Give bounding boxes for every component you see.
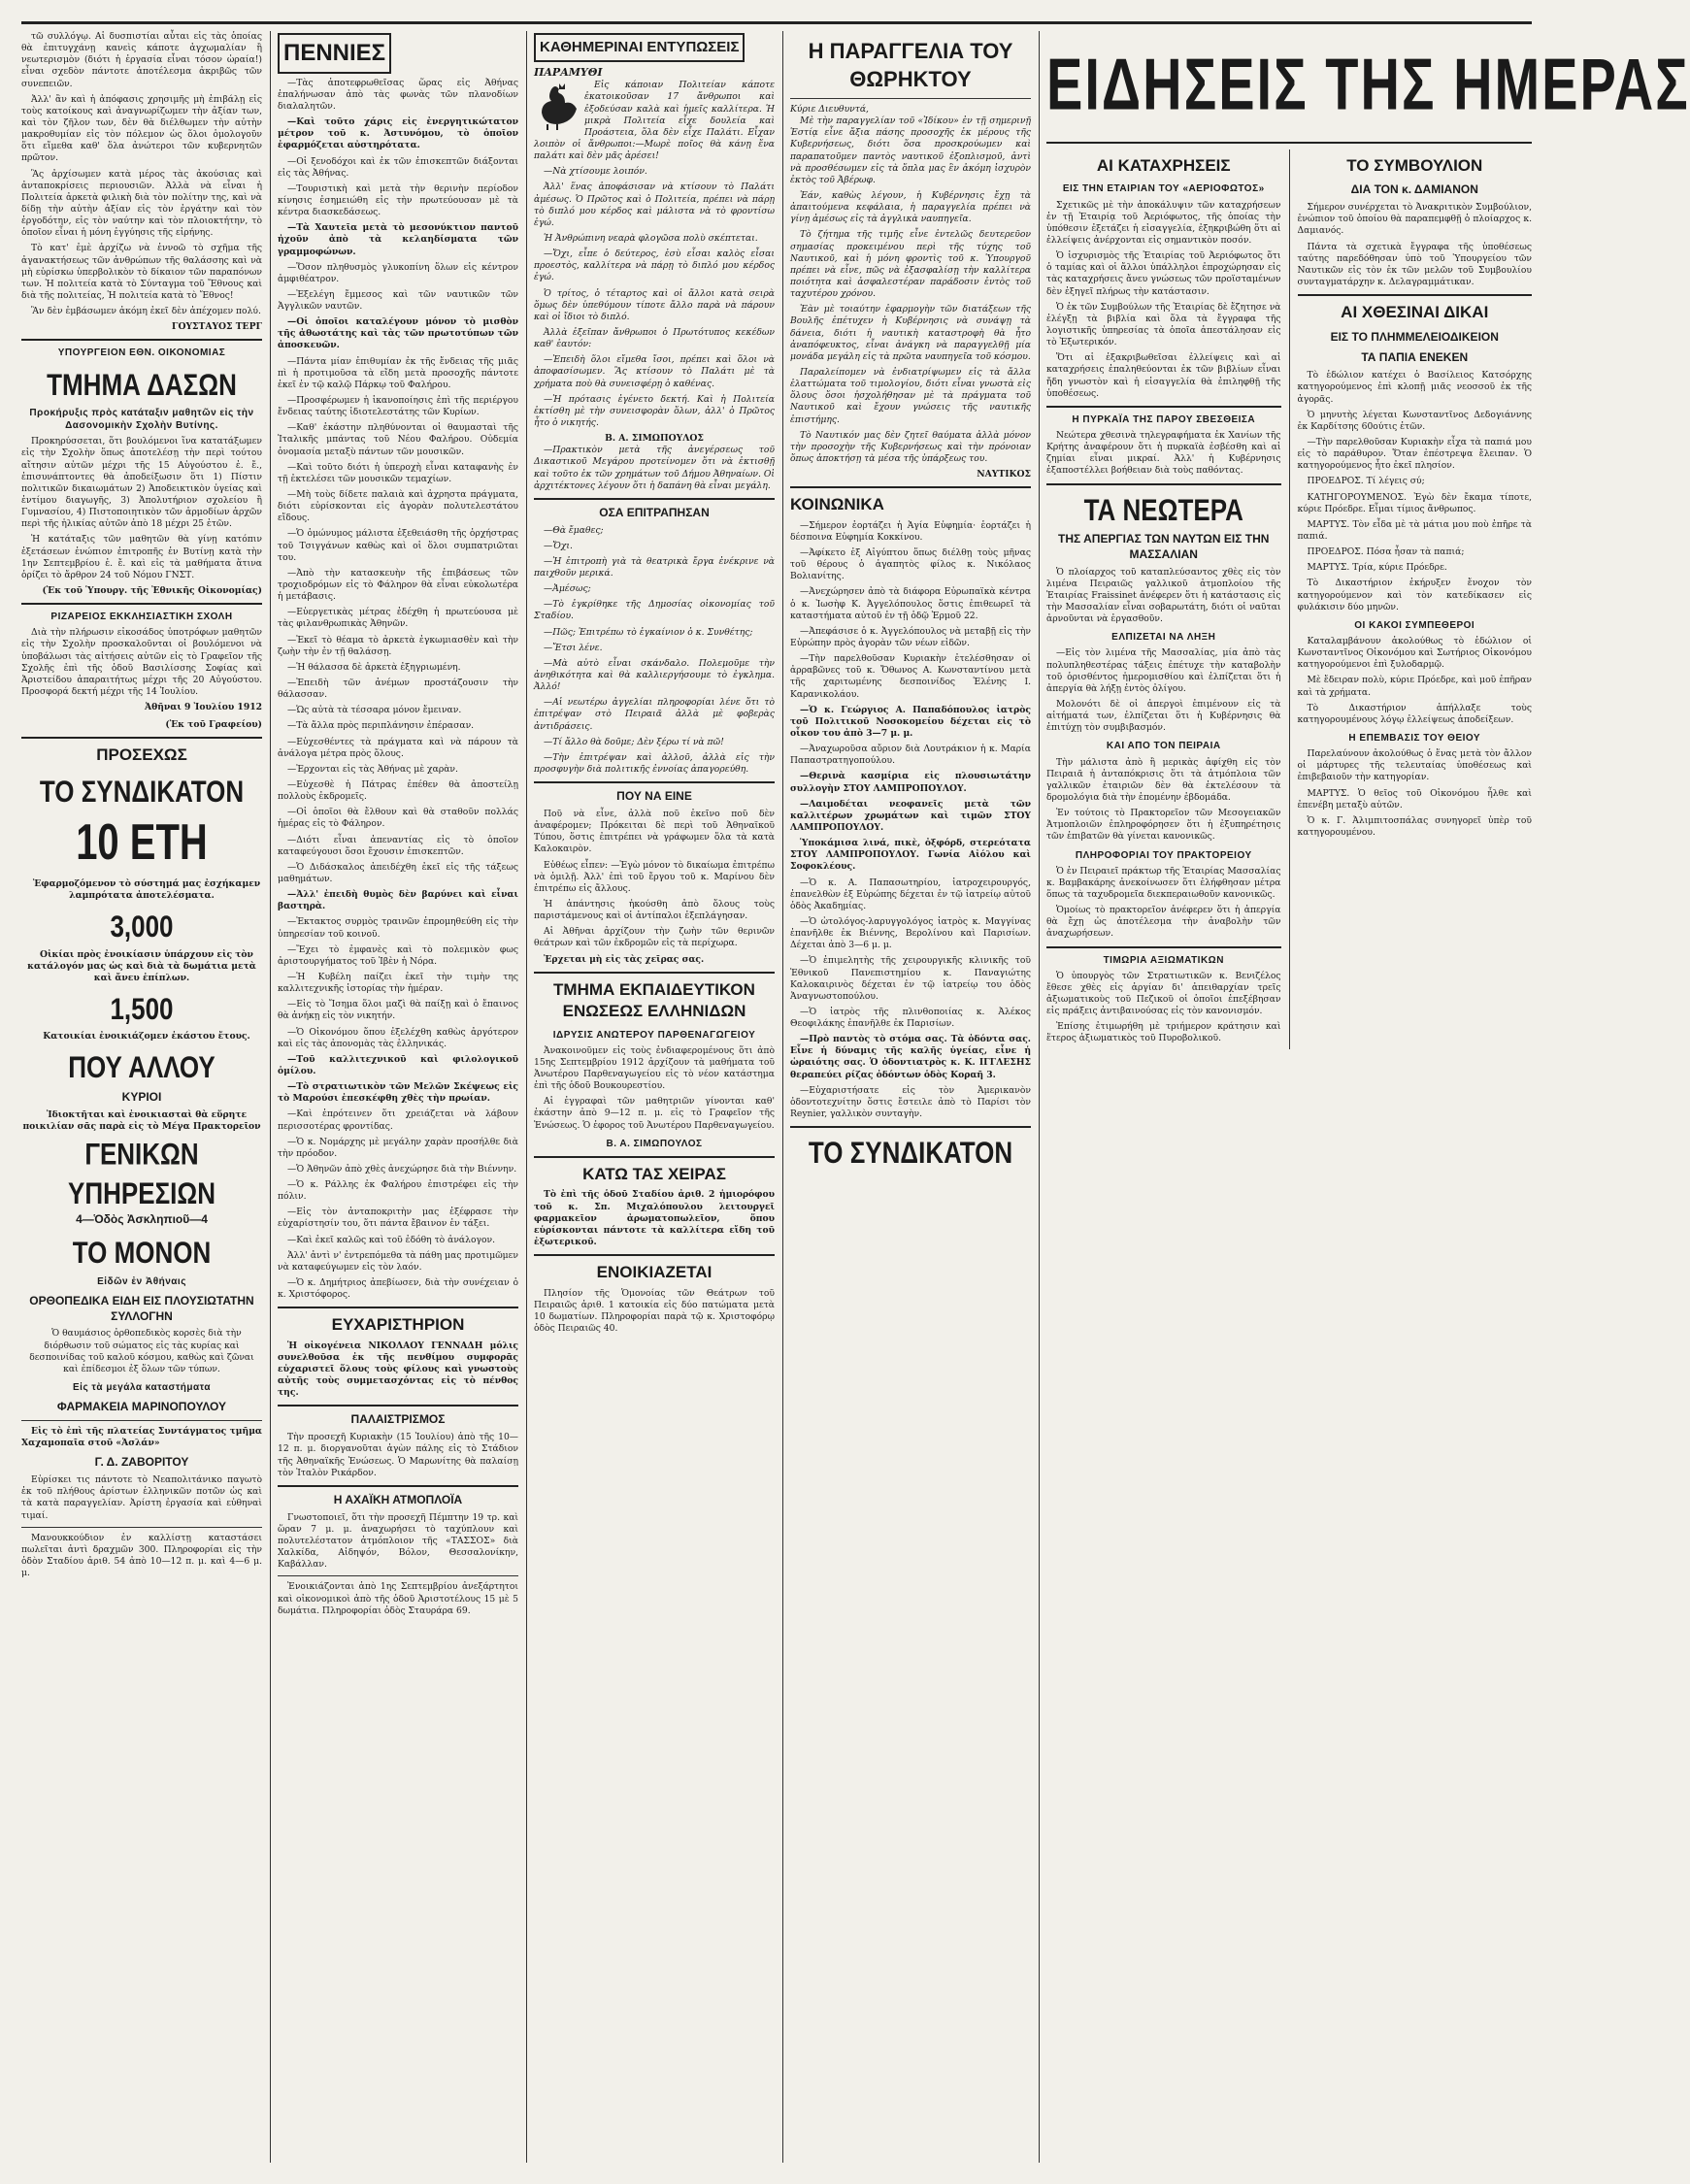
ad-heading: 10 ΕΤΗ — [76, 814, 208, 871]
article-text: —Θὰ ἔμαθες; — [544, 524, 604, 536]
ad-heading: ΚΥΡΙΟΙ — [121, 1089, 162, 1104]
ad-heading: Γ. Δ. ΖΑΒΟΡΙΤΟΥ — [94, 1455, 189, 1470]
article-text: —Ἀνεχώρησεν ἀπὸ τὰ διάφορα Εὐρωπαϊκὰ κέντρα ὁ κ. Ἰωσὴφ Κ. Ἀγγελόπουλος ὅστις ἐπιθεωρεῖ τὰ καταστήματα αὐτοῦ ἐν τῇ ὁδῷ Ἑρμοῦ 22. — [790, 586, 1031, 621]
section-heading: ΤΜΗΜΑ ΔΑΣΩΝ — [47, 366, 237, 402]
section-heading: ΤΜΗΜΑ ΕΚΠΑΙΔΕΥΤΙΚΟΝ ΕΝΩΣΕΩΣ ΕΛΛΗΝΙΔΩΝ — [553, 979, 755, 1021]
article-date: Ἀθῆναι 9 Ἰουλίου 1912 — [144, 702, 262, 713]
news-of-the-day-section — [1046, 31, 1690, 2163]
article-signature: (Ἐκ τοῦ Ὑπουργ. τῆς Ἐθνικῆς Οἰκονομίας) — [42, 584, 262, 596]
ad-number: 3,000 — [110, 909, 174, 944]
article-text: —Ὁ κ. Δημήτριος ἀπεβίωσεν, διὰ τὴν συνέχειαν ὁ κ. Χριστόφορος. — [278, 1277, 518, 1301]
section-heading: ΠΑΛΑΙΣΤΡΙΣΜΟΣ — [350, 1412, 446, 1427]
article-text: —Εἰς τὸν λιμένα τῆς Μασσαλίας, μία ἀπὸ τὰς πολυπληθεστέρας τάξεις ἐπέτυχε τὴν καταβολὴν τοῦ ὁρισθέντος ἡμερομισθίου καὶ ἐλπίζεται ὅτι ἡ ἀπεργία θὰ λήξῃ ἐντὸς ὀλίγου. — [1046, 647, 1281, 694]
article-text: Ἐὰν μὲ τοιαύτην ἐφαρμογὴν τῶν διατάξεων τῆς Βουλῆς ἐπέτυχεν ἡ Κυβέρνησις νὰ συνάψῃ τὰ δάνεια, διότι ἡ ναυτικὴ καταστροφὴ θὰ ἦτο ἀναπόφευκτος, εἶναι ἀνάγκη νὰ παραγγελθῇ μία μονάδα μεγάλη εἰς τὰ πρῶτα ναυπηγεῖα τοῦ κόσμου. — [790, 304, 1031, 362]
article-text: —Ὅσον πληθυσμὸς γλυκοπίνη ὅλων εἰς κέντρον ἀμφιθέατρον. — [278, 261, 518, 284]
article-text: —Πρακτικὸν μετὰ τῆς ἀνεγέρσεως τοῦ Δικαστικοῦ Μεγάρου προτείνομεν ὅτι νὰ ἐκτισθῇ καὶ τοῦτο ἐκ τῶν χρημάτων τοῦ Δήμου Ἀθηναίων. Οἱ ἀρχιτέκτονες λέγουν ὅτι ἡ δαπάνη θὰ εἶναι μεγάλη. — [534, 445, 775, 491]
article-text: Ὁ τρίτος, ὁ τέταρτος καὶ οἱ ἄλλοι κατὰ σειρὰ ὅμως δὲν ὑπεθύμουν τίποτε ἄλλο παρὰ νὰ πάρουν καὶ οἱ ἴδιοι τὸ διπλό. — [534, 287, 775, 322]
article-text: —Ἐρχονται εἰς τὰς Ἀθήνας μὲ χαρὰν. — [287, 763, 458, 775]
article-text: —Νὰ χτίσουμε λοιπόν. — [544, 166, 647, 178]
article-text: Ἡ κατάταξις τῶν μαθητῶν θὰ γίνῃ κατόπιν ἐξετάσεων ἐνώπιον ἐπιτροπῆς ἐν Βυτίνῃ κατὰ τὴν 1ην Σεπτεμβρίου ἐ. ἔ. καὶ εἰς τὰ μαθήματα ἅτινα ὁρίζει τὸ ἄρθρον 24 τοῦ Νόμου ΓΝΣΤ. — [21, 534, 262, 580]
article-text: —Ἀλλ' ἐπειδὴ θυμὸς δὲν βαρύνει καὶ εἶναι βαστηρὰ. — [278, 889, 518, 912]
article-text: Ὁ πλοίαρχος τοῦ καταπλεύσαντος χθὲς εἰς τὸν λιμένα Πειραιῶς γαλλικοῦ ἀτμοπλοίου τῆς Ἑταιρίας Fraissinet ἀνέφερεν ὅτι ἡ κατάστασις εἰς τὴν Μασσαλίαν εἶναι σοβαρωτάτη, διότι οἱ ναῦται ἀρνοῦνται νὰ ἐργασθοῦν. — [1046, 566, 1281, 625]
article-text: Ἐρχεται μὴ εἰς τὰς χεῖρας σας. — [544, 953, 705, 965]
article-text: ΠΡΟΕΔΡΟΣ. Τί λέγεις σύ; — [1307, 476, 1425, 487]
article-text: Ἡ οἰκογένεια ΝΙΚΟΛΑΟΥ ΓΕΝΝΑΔΗ μόλις συνελθοῦσα ἐκ τῆς πενθίμου συμφορᾶς εὐχαριστεῖ ὅλους τοὺς φίλους καὶ γνωστοὺς αὐτῆς τοὺς συμμετασχόντας εἰς τὸ πένθος της. — [278, 1340, 518, 1399]
section-heading: ΤΟ ΣΥΜΒΟΥΛΙΟΝ — [1346, 155, 1483, 175]
article-text: Σχετικῶς μὲ τὴν ἀποκάλυψιν τῶν καταχρήσεων ἐν τῇ Ἑταιρίᾳ τοῦ Ἀεριόφωτος, τῆς ὁποίας τὴν ὑπόθεσιν ἐξετάζει ἡ εἰσαγγελία, ἐξηκριβώθη ὅτι αἱ ἐλλείψεις ἀνέρχονται εἰς σημαντικὸν ποσόν. — [1046, 199, 1281, 246]
section-heading: ΕΝΟΙΚΙΑΖΕΤΑΙ — [596, 1263, 712, 1282]
article-text: —Ὁ ἰατρὸς τῆς πλινθοποιίας κ. Ἀλέκος Θεοφιλάκης ἐπανῆλθε ἐκ Παρισίων. — [790, 1006, 1031, 1030]
article-signature: (Ἐκ τοῦ Γραφείου) — [165, 719, 262, 731]
article-text: —Ὁ Διδάσκαλος ἀπειδέχθη ἐκεῖ εἰς τῆς τάξεως μαθημάτων. — [278, 861, 518, 884]
section-subheading: ΙΔΡΥΣΙΣ ΑΝΩΤΕΡΟΥ ΠΑΡΘΕΝΑΓΩΓΕΙΟΥ — [552, 1029, 756, 1041]
ad-text: Μανουκκούδιον ἐν καλλίστῃ καταστάσει πωλεῖται ἀντὶ δραχμῶν 300. Πληροφορίαι εἰς τὴν ὁδὸν Σταδίου ἀριθ. 54 ἀπὸ 10—12 π. μ. καὶ 4—6 μ. μ. — [21, 1532, 262, 1579]
article-text: —Οἱ ὁποῖοι θὰ ἔλθουν καὶ θὰ σταθοῦν πολλάς ἡμέρας εἰς τὸ Φάληρον. — [278, 807, 518, 830]
article-text: Ἐπίσης ἐτιμωρήθη μὲ τριήμερον κράτησιν καὶ ἕτερος ἀξιωματικὸς τοῦ Πυροβολικοῦ. — [1046, 1021, 1281, 1044]
section-subheading: ΚΑΙ ΑΠΟ ΤΟΝ ΠΕΙΡΑΙΑ — [1106, 741, 1221, 752]
section-subheading: ΟΙ ΚΑΚΟΙ ΣΥΜΠΕΘΕΡΟΙ — [1354, 619, 1475, 631]
article-text: τῶ συλλόγῳ. Αἱ δυσπιστίαι αὗται εἰς τὰς ὁποίας θὰ ἐπιτυγχάνῃ κανεὶς κάποτε ἀγχωμαλίαν ἢ νεωτερισμὸν (διότι ἡ ἐργασία εἶναι τόσον ὡραία!) εἶναι σχεδὸν πάντοτε ἀποτέλεσμα ἀκριβῶς τῶν συνεπειῶν. — [21, 31, 262, 89]
article-text: —Ἀπὸ τὴν κατασκευὴν τῆς ἐπιβάσεως τῶν τροχιοδρόμων εἰς τὸ Φάληρον θὰ εἶναι εὐκολωτέρα ἡ μετάβασις. — [278, 567, 518, 603]
section-heading: Η ΠΥΡΚΑΪΑ ΤΗΣ ΠΑΡΟΥ ΣΒΕΣΘΕΙΣΑ — [1072, 414, 1256, 425]
ad-text: Εὑρίσκει τις πάντοτε τὸ Νεαπολιτάνικο παγωτὸ ἐκ τοῦ πλήθους ἀρίστων ἑλληνικῶν ποτῶν ὡς καὶ τὰ κατὰ παραγγελίαν. Ἀρίστη ἐργασία καὶ εὐθηναὶ τιμαί. — [21, 1474, 262, 1521]
article-text: —Ὁ Ἀθηνῶν ἀπὸ χθὲς ἀνεχώρησε διὰ τὴν Βιέννην. — [287, 1163, 517, 1175]
letter-salutation: Κύριε Διευθυντά, — [790, 104, 869, 116]
article-text: Σήμερον συνέρχεται τὸ Ἀνακριτικὸν Συμβούλιον, ἐνώπιον τοῦ ὁποίου θὰ παραπεμφθῇ ὁ πλοίαρχος κ. Δαμιανός. — [1297, 202, 1532, 237]
article-text: Ἀλλ' ἂν καὶ ἡ ἀπόφασις χρησιμῆς μὴ ἐπιβάλῃ εἰς τοὺς κατοίκους καὶ ἀναγνωρίζωμεν τὴν ἀξίαν των, καὶ τὸν ζῆλον των, δὲν θὰ διέλθωμεν τὴν αὐτὴν μακροθυμίαν εἰς τὸν πόλεμον ὡς ὅλοι ὁμολογοῦν ὅτι εἴμεθα καθ' ὅλα ἀνώτεροι τῶν κυβερνητῶν πρῶτον. — [21, 93, 262, 164]
article-text: —Τὴν παρελθοῦσαν Κυριακὴν εἶχα τὰ παπιά μου εἰς τὸ παράθυρον. Ὅταν ἐπέστρεψα ἔλειπαν. Ὁ κατηγορούμενος ἦτο ἐκεῖ πλησίον. — [1297, 436, 1532, 472]
article-text: —Ὁ Οἰκονόμου ὅπου ἐξελέχθη καθὼς ἀργότερον καὶ εἰς τὰς ἀπονομὰς τὰς ἑλληνικάς. — [278, 1026, 518, 1049]
article-text: Τὸ ζήτημα τῆς τιμῆς εἶνε ἐντελῶς δευτερεῦον σημασίας προκειμένου περὶ τῆς τύχης τοῦ Ναυτικοῦ, καὶ ἡ μόνη φροντὶς τοῦ κ. Ὑπουργοῦ πρέπει νὰ εἶνε, πῶς νὰ ἐξασφαλίσῃ τὴν καλλίτερα ποιότητα καὶ ἀσφαλεστέραν παράδοσιν ἐντὸς τοῦ ταχυτέρου χρόνου. — [790, 229, 1031, 300]
article-text: —Ὁ ὁμώνυμος μάλιστα ἐξεθειάσθη τῆς ὀρχήστρας τοῦ Τσιγγάνων καθὼς καὶ οἱ ὅλοι συμπατριῶται του. — [278, 528, 518, 563]
article-text: Πάντα τὰ σχετικὰ ἔγγραφα τῆς ὑποθέσεως ταύτης παρεδόθησαν ὑπὸ τοῦ Ὑπουργείου τῶν Ναυτικῶν εἰς τὸν ἐκ τῶν μελῶν τοῦ Συμβουλίου συνταγματάρχην κ. Δελαγραμμάτικαν. — [1297, 241, 1532, 288]
article-text: —Τουριστικὴ καὶ μετὰ τὴν θερινὴν περίοδον κίνησις ἐσημειώθη εἰς τὴν πρωτεύουσαν μὲ τὰ κέντρα διασκεδάσεως. — [278, 182, 518, 218]
section-heading: ΡΙΖΑΡΕΙΟΣ ΕΚΚΛΗΣΙΑΣΤΙΚΗ ΣΧΟΛΗ — [50, 612, 233, 623]
article-text: —Εὐεργετικὰς μέτρας ἐδέχθη ἡ πρωτεύουσα μὲ τὰς φιλανθρωπικὰς Ἀθηνῶν. — [278, 607, 518, 630]
ad-text: Κατοικίαι ἐνοικιάζομεν ἑκάστου ἔτους. — [43, 1031, 250, 1042]
column-masthead: ΠΕΝΝΙΕΣ — [278, 33, 391, 74]
article-text: Διὰ τὴν πλήρωσιν εἰκοσάδος ὑποτρόφων μαθητῶν εἰς τὴν Σχολὴν προσκαλοῦνται οἱ βουλόμενοι νὰ ὑποβάλωσι τὰς αἰτήσεις αὐτῶν εἰς τὸ Γραφεῖον τῆς Σχολῆς ἐπὶ τῆς ὁδοῦ Βασιλίσσης Σοφίας καὶ Ἀριστείδου ἀπαραιτήτως μέχρι τῆς 20 Αὐγούστου. Προσφορά δεκτή μέχρι τῆς 14 Ἰουλίου. — [21, 627, 262, 697]
column-masthead: ΚΑΘΗΜΕΡΙΝΑΙ ΕΝΤΥΠΩΣΕΙΣ — [534, 33, 745, 62]
article-text: Ἃς ἀρχίσωμεν κατὰ μέρος τὰς ἀκούσιας καὶ ἀνταποκρίσεις περιουσιῶν. Ἀλλὰ νὰ εἶναι ἡ Πολιτεία ἀρκετὰ φιλικὴ διὰ τὸν πολίτην της, καὶ νὰ δίδῃ τὴν αὐτὴν ἀξίαν εἰς τὸν ἐργάτην καὶ τὸν ἐργοδότην, εἰς τὸν ναύτην καὶ τὸν πλοιοκτήτην, τὸ ὁποῖον εἶναι ἡ μόνη ἐγγύησις τῆς εἰρήνης. — [21, 168, 262, 239]
article-text: —Εὐχεσθὲ ἡ Πάτρας ἐπέθεν θὰ ἀποστείλῃ πολλοὺς ἐκδρομεῖς. — [278, 778, 518, 803]
article-text: —Ἔτσι λένε. — [544, 642, 603, 653]
article-text: Ὁ ὑπουργὸς τῶν Στρατιωτικῶν κ. Βενιζέλος ἔθεσε χθὲς εἰς ἀργίαν δι' ἀπειθαρχίαν τρεῖς ἀξιωματικοὺς τοῦ Πεζικοῦ οἱ ὁποῖοι ἐπεξέβησαν εἰς πράξεις ἀντιβαινούσας εἰς τὸν κανονισμόν. — [1046, 970, 1281, 1017]
article-text: —Ὡς αὐτὰ τὰ τέσσαρα μόνον ἔμειναν. — [287, 705, 462, 716]
article-text: Ἡ Ἀνθρώπινη νεαρὰ φλογῶσα πολὺ σκέπτεται. — [544, 233, 758, 244]
column-3 — [534, 31, 775, 2163]
article-text: Ὑποκάμισα λινά, πικὲ, ὀξφόρδ, στερεότατα ΣΤΟΥ ΛΑΜΠΡΟΠΟΥΛΟΥ. Γωνία Αἰόλου καὶ Σοφοκλέους. — [790, 838, 1031, 873]
news-left-column — [1046, 149, 1281, 1049]
article-text: Πλησίον τῆς Ὁμονοίας τῶν Θεάτρων τοῦ Πειραιῶς ἀριθ. 1 κατοικία εἰς δύο πατώματα μετὰ 10 δωματίων. Πληροφορίαι παρὰ τῷ κ. Χριστοφόρῳ ὁδὸς Πειραιῶς 40. — [534, 1287, 775, 1334]
ad-text: Εἰς τὰ μεγάλα καταστήματα — [73, 1382, 211, 1393]
article-signature: ΓΟΥΣΤΑΥΟΣ ΤΕΡΓ — [171, 321, 262, 333]
article-text: —Λαιμοδέται νεοφανεῖς μετὰ τῶν καλλιτέρων χρωμάτων καὶ τιμῶν ΣΤΟΥ ΛΑΜΠΡΟΠΟΥΛΟΥ. — [790, 798, 1031, 833]
section-heading: ΠΟΥ ΝΑ ΕΙΝΕ — [616, 789, 692, 804]
ad-text: Ὁ θαυμάσιος ὀρθοπεδικὸς κορσὲς διὰ τὴν διόρθωσιν τοῦ σώματος εἰς τὰς κυρίας καὶ δεσποινίδας τοῦ καλοῦ κόσμου, καθὼς καὶ ζῶναι καὶ ἐπίδεσμοι ἐξ ὅλων τῶν τύπων. — [29, 1328, 254, 1374]
article-text: —Οἱ ξενοδόχοι καὶ ἐκ τῶν ἐπισκεπτῶν διάξονται εἰς τὰς Ἀθήνας. — [278, 155, 518, 179]
article-text: —Καὶ ἐπρότεινεν ὅτι χρειάζεται νὰ λάβουν περισσοτέρας φροντίδας. — [278, 1109, 518, 1132]
article-text: ΜΑΡΤΥΣ. Τρία, κύριε Πρόεδρε. — [1307, 562, 1447, 574]
section-subheading: ΤΑ ΠΑΠΙΑ ΕΝΕΚΕΝ — [1361, 350, 1469, 365]
column-2 — [278, 31, 518, 2163]
ad-heading: ΟΡΘΟΠΕΔΙΚΑ ΕΙΔΗ ΕΙΣ ΠΛΟΥΣΙΩΤΑΤΗΝ ΣΥΛΛΟΓΗΝ — [29, 1293, 254, 1323]
article-text: —Ὁ ἐπιμελητὴς τῆς χειρουργικῆς κλινικῆς τοῦ Ἐθνικοῦ Πανεπιστημίου κ. Παναγιώτης Καλοκαιρινὸς δέχεται ἐν τῷ ἰατρείῳ του ὁδὸς Ἀναγνωστοπούλου. — [790, 955, 1031, 1002]
article-text: Ἐνοικιάζονται ἀπὸ 1ης Σεπτεμβρίου ἀνεξάρτητοι καὶ οἰκονομικοὶ ἀπὸ τῆς ὁδοῦ Ἀριστοτέλους 15 μὲ 5 δωμάτια. Πληροφορίαι ὁδὸς Σταυράρα 69. — [278, 1581, 518, 1616]
article-text: —Ἡ θάλασσα δὲ ἀρκετὰ ἐξηγριωμένη. — [287, 661, 461, 673]
article-text: Τὸ ἐπὶ τῆς ὁδοῦ Σταδίου ἀριθ. 2 ἡμιορόφου τοῦ κ. Σπ. Μιχαλόπουλου λειτουργεῖ φαρμακεῖον ἀρωματοπωλεῖον, ὅπου εὑρίσκονται πάντοτε τὰ καλλίτερα εἴδη τοῦ ἐξωτερικοῦ. — [534, 1189, 775, 1247]
column-4 — [790, 31, 1031, 2163]
section-heading: ΟΣΑ ΕΠΙΤΡΑΠΗΣΑΝ — [599, 505, 710, 519]
ad-text: Οἰκίαι πρὸς ἐνοικίασιν ὑπάρχουν εἰς τὸν κατάλογόν μας ὡς καὶ διὰ τὰ δωμάτια μετὰ καὶ ἄνευ ἐπίπλων. — [27, 948, 256, 983]
article-text: Μὲ τὴν παραγγελίαν τοῦ «Ἰδίκου» ἐν τῇ σημερινῇ Ἑστίᾳ εἶνε ἄξια πάσης προσοχῆς ἐκ μέρους τῆς Κυβερνήσεως, διότι ὅσα προσκρούωμεν καὶ παραπατοῦμεν παντὸς ναυτικοῦ ἐξοπλισμοῦ, ἀντὶ νὰ προσθέσωμεν εἰς τὰ ὅπλα μας ἓν ἀκόμη ἰσχυρὸν ἐκτὸς τοῦ Ἀβέρωφ. — [790, 116, 1031, 185]
article-text: —Οἱ ὁποῖοι καταλέγουν μόνον τὸ μισθὸν τῆς ἀθωοτάτης καὶ τὰς τῶν πρωτοτύπων τῶν ἀποσκευῶν. — [278, 316, 518, 351]
ad-heading: ΠΡΟΣΕΧΩΣ — [96, 745, 187, 765]
syndikaton-ad — [21, 745, 262, 1415]
article-text: Γνωστοποιεῖ, ὅτι τὴν προσεχῆ Πέμπτην 19 τρ. καὶ ὥραν 7 μ. μ. ἀναχωρήσει τὸ ταχύπλουν καὶ πολυτελέστατον ἀτμόπλοιον τῆς «ΤΑΣΣΟΣ» διὰ Χαλκίδα, Αἰδηψόν, Βόλον, Θεσσαλονίκην, Καβάλλαν. — [278, 1511, 518, 1571]
section-heading: ΥΠΟΥΡΓΕΙΟΝ ΕΘΝ. ΟΙΚΟΝΟΜΙΑΣ — [57, 347, 226, 359]
article-text: —Ὁ κ. Α. Παπασωτηρίου, ἰατροχειρουργός, ἐπανελθὼν ἐξ Εὐρώπης δέχεται ἐν τῷ ἰατρείῳ αὐτοῦ ὁδὸς Ἀκαδημίας. — [790, 877, 1031, 911]
article-text: Ὁ μηνυτὴς λέγεται Κωνσταντῖνος Δεδογιάννης ἐκ Καρδίτσης 60ούτις ἐτῶν. — [1297, 409, 1532, 432]
ad-text: Εἰδῶν ἐν Ἀθήναις — [97, 1275, 186, 1287]
article-text: Παραλείπομεν νὰ ἐνδιατρίψωμεν εἰς τὰ ἄλλα ἐλαττώματα τοῦ τιμολογίου, διότι εἶναι γνωστὰ εἰς ὅλους ὅσοι ἠσχολήθησαν μὲ τὰ πράγματα τοῦ Ναυτικοῦ καὶ ἔχουν γνώσεις τῆς ναυτικῆς ἐπιστήμης. — [790, 367, 1031, 425]
newspaper-page — [21, 21, 1690, 2163]
article-text: —Εὐχαριστήσατε εἰς τὸν Ἀμερικανὸν ὀδοντοτεχνίτην ὅστις ἔστειλε ἀπὸ τὸ Παρίσι τὸν Reynier, γαλλικὸν συνταγὴν. — [790, 1084, 1031, 1120]
article-text: —Τὰς ἀποτεφρωθεῖσας ὥρας εἰς Ἀθήνας ἐπαλήνωσαν ἀπὸ τὰς φωνὰς τῶν πλανοδίων διαλαλητῶν. — [278, 77, 518, 112]
section-subheading: ΔΙΑ ΤΟΝ κ. ΔΑΜΙΑΝΟΝ — [1350, 182, 1478, 197]
article-text: —Μὴ τοὺς δίδετε παλαιὰ καὶ ἀχρηστα πράγματα, διότι εὑρίσκονται εἰς ἀγορὰν πολυτελεστάτου εἴδους. — [278, 489, 518, 524]
section-heading: ΚΟΙΝΩΝΙΚΑ — [790, 495, 884, 514]
article-text: Τὴν προσεχῆ Κυριακὴν (15 Ἰουλίου) ἀπὸ τῆς 10—12 π. μ. διοργανοῦται ἀγὼν πάλης εἰς τὸ Στάδιον τῆς Ἀθηναϊκῆς Ἑνώσεως. Ὁ Μαρωνίτης θὰ παλαίσῃ τὸν Ἰταλὸν Ρικάρδον. — [278, 1432, 518, 1478]
section-heading: ΑΙ ΚΑΤΑΧΡΗΣΕΙΣ — [1096, 155, 1231, 175]
article-text: Ἐάν, καθὼς λέγουν, ἡ Κυβέρνησις ἔχῃ τὰ ἀπαιτούμενα κεφάλαια, ἡ παραγγελία πρέπει νὰ γίνῃ ἀμέσως εἰς τὰ ἀγγλικὰ ναυπηγεῖα. — [790, 190, 1031, 225]
article-text: —Εἰς τὸ Ἴσημα ὅλοι μαζὶ θὰ παίξῃ καὶ ὁ ἔπαινος θὰ ἀνήκῃ εἰς τὸν νικητήν. — [278, 999, 518, 1022]
article-text: Καταλαμβάνουν ἀκολούθως τὸ ἑδώλιον οἱ Κωνσταντῖνος Οἰκονόμου καὶ Σωτήριος Οἰκονόμου κατηγορούμενοι ἐπὶ ξυλοδαρμῷ. — [1297, 635, 1532, 671]
article-text: Νεώτερα χθεσινὰ τηλεγραφήματα ἐκ Χανίων τῆς Κρήτης ἀναφέρουν ὅτι ἡ πυρκαϊὰ ἐσβέσθη καὶ αἱ ζημίαι εἶναι μικραί. Ἀλλ' ἡ Κυβέρνησις ἐξαποστέλλει βοήθειαν διὰ τοὺς παθόντας. — [1046, 429, 1281, 477]
ad-heading: ΤΟ ΜΟΝΟΝ — [72, 1235, 212, 1271]
section-subheading: ΠΛΗΡΟΦΟΡΙΑΙ ΤΟΥ ΠΡΑΚΤΟΡΕΙΟΥ — [1075, 849, 1252, 861]
article-signature: ΝΑΥΤΙΚΟΣ — [977, 469, 1031, 480]
article-text: Ἂν δὲν ἐμβάσωμεν ἀκόμη ἐκεῖ δὲν ἀπέχομεν πολύ. — [31, 306, 261, 317]
article-text: —Εἰς τὸν ἀνταποκριτὴν μας ἐξέφρασε τὴν εὐχαρίστησίν του, ὅτι πάντα ἔβαινον ἐν τάξει. — [278, 1207, 518, 1230]
section-subheading: ΕΛΠΙΖΕΤΑΙ ΝΑ ΛΗΞΗ — [1111, 632, 1216, 644]
news-right-column — [1298, 149, 1533, 1049]
ad-heading: ΦΑΡΜΑΚΕΙΑ ΜΑΡΙΝΟΠΟΥΛΟΥ — [56, 1400, 227, 1414]
article-text: —Ἀφίκετο ἐξ Αἰγύπτου ὅπως διέλθῃ τοὺς μῆνας τοῦ θέρους ὁ ἀγαπητὸς φίλος κ. Νικόλαος Βολιανίτης. — [790, 547, 1031, 582]
article-text: Ὁ ἐν Πειραιεῖ πράκτωρ τῆς Ἑταιρίας Μασσαλίας κ. Βαμβακάρης ἀνεκοίνωσεν ὅτι ἐλήφθησαν μέτρα ὅπως τὰ ταχυδρομεῖα διεκπεραιωθοῦν κανονικῶς. — [1046, 865, 1281, 901]
article-text: —Εὐχεσθέντες τὰ πράγματα καὶ νὰ πάρουν τὰ ἀνάλογα μέτρα πρὸς ὅλους. — [278, 736, 518, 759]
article-text: —Τὴν παρελθοῦσαν Κυριακὴν ἐτελέσθησαν οἱ ἀρραβῶνες τοῦ κ. Ὄθωνος Α. Κωνσταντίνου μετὰ τῆς χαριτωμένης δεσποινίδος Ἑλένης Ι. Καρανικολάου. — [790, 653, 1031, 700]
article-text: —Ἀμέσως; — [544, 583, 591, 595]
article-text: —Μὰ αὐτὸ εἶναι σκάνδαλο. Πολεμοῦμε τὴν ἀνηθικότητα καὶ θὰ καλλιεργήσουμε τὸ ἐγκλημα. Ἀλλό! — [534, 657, 775, 693]
article-signature: Β. Α. ΣΙΜΩΠΟΥΛΟΣ — [605, 433, 704, 445]
article-text: —Τοῦ καλλιτεχνικοῦ καὶ φιλολογικοῦ ὁμίλου. — [278, 1053, 518, 1076]
top-rule — [21, 21, 1532, 24]
article-text: —Τὴν ἐπιτρέψαν καὶ ἀλλοῦ, ἀλλὰ εἰς τὴν προσφυγὴν διὰ πολιτικῆς ἐννοίας ἀπαγορεύθη. — [534, 751, 775, 776]
article-text: ΠΡΟΕΔΡΟΣ. Πόσα ἦσαν τὰ παπιά; — [1307, 546, 1465, 558]
article-text: —Πάντα μίαν ἐπιθυμίαν ἐκ τῆς ἔνδειας τῆς μιᾶς πὶ ἡ προτιμοῦσα τὰ εἴδη μετὰ προσοχῆς πάντοτε ἐκεῖ ἐν τῷ καλῷ Πάρκῳ τοῦ Φαλήρου. — [278, 355, 518, 390]
article-text: ΜΑΡΤΥΣ. Τὸν εἶδα μὲ τὰ μάτια μου ποὺ ἐπῆρε τὰ παπιά. — [1297, 518, 1532, 542]
article-text: —Καθ' ἑκάστην πληθύνονται οἱ θαυμασταὶ τῆς Ἰταλικῆς μπάντας τοῦ Νέου Φαλήρου. Οὐδεμία ὀνομασία μεταξὺ πάντων τῶν μουσικῶν. — [278, 422, 518, 457]
article-text: —Ἐξελέγη ἔμμεσος καὶ τῶν ναυτικῶν τῶν Ἀγγλικῶν ναυτῶν. — [278, 288, 518, 313]
article-text: —Διότι εἶναι ἀπεναντίας εἰς τὸ ὁποῖον καταφεύγουσι ὅσοι ἔχουσιν ἐπισκεπτῶν. — [278, 834, 518, 857]
article-text: —Ἐπειδὴ ὅλοι εἴμεθα ἴσοι, πρέπει καὶ ὅλοι νὰ ἀποφασίσωμεν. Ἂς κτίσουν τὸ Παλάτι μὲ τὰ χρήματα ποὺ θὰ συνεισφέρῃ ὁ καθένας. — [534, 354, 775, 389]
section-heading: Η ΑΧΑΪΚΗ ΑΤΜΟΠΛΟΪΑ — [333, 1492, 463, 1506]
article-text: —Ἐκτακτος συρμὸς τραινῶν ἐπρομηθεύθη εἰς τὴν ὑπηρεσίαν τοῦ κοινοῦ. — [278, 916, 518, 940]
article-text: Παρελαύνουν ἀκολούθως ὁ ἕνας μετὰ τὸν ἄλλον οἱ μάρτυρες τῆς τελευταίας ὑποθέσεως καὶ ἐπιβεβαιοῦν τὴν κατηγορίαν. — [1297, 748, 1532, 783]
article-text: —Καὶ τοῦτο χάρις εἰς ἐνεργητικώτατον μέτρον τοῦ κ. Ἀστυνόμου, τὸ ὁποῖον ἐφαρμόζεται αὐστηρότατα. — [278, 116, 518, 151]
article-text: Τὸ Δικαστήριον ἐκήρυξεν ἔνοχον τὸν κατηγορούμενον καὶ τὸν κατεδίκασεν εἰς φυλάκισιν δύο μηνῶν. — [1297, 578, 1532, 612]
section-subheading: ΕΙΣ ΤΟ ΠΛΗΜΜΕΛΕΙΟΔΙΚΕΙΟΝ — [1330, 329, 1499, 344]
section-subheading: ΠΑΡΑΜΥΘΙ — [534, 65, 603, 79]
article-text: Ὁ ἰσχυρισμὸς τῆς Ἑταιρίας τοῦ Ἀεριόφωτος ὅτι ὁ ταμίας καὶ οἱ ἄλλοι ὑπάλληλοι ἐπροχώρησαν εἰς τὰς καταχρήσεις ἄνευ γνώσεως τῶν προϊσταμένων δὲν ἐξηγεῖ πλήρως τὴν κατάστασιν. — [1046, 250, 1281, 297]
article-text: Μολονότι δὲ οἱ ἀπεργοὶ ἐπιμένουν εἰς τὰ αἰτήματά των, ἐλπίζεται ὅτι ἡ Κυβέρνησις θὰ ἐπιτύχῃ τὸν συμβιβασμόν. — [1046, 698, 1281, 734]
section-subheading: Η ΕΠΕΜΒΑΣΙΣ ΤΟΥ ΘΕΙΟΥ — [1348, 732, 1481, 744]
article-text: —Ὁ ὠτολόγος-λαρυγγολόγος ἰατρὸς κ. Μαγγίνας ἐπανῆλθε ἐκ Βιέννης, Βερολίνου καὶ Παρισίων. Δέχεται ἀπὸ 3—6 μ. μ. — [790, 915, 1031, 951]
article-text: —Ἡ Κυβέλη παίζει ἐκεῖ τὴν τιμὴν της καλλιτεχνικῆς ἱστορίας τὴν ἡμέραν. — [278, 971, 518, 995]
article-text: —Ὁ κ. Ράλλης ἐκ Φαλήρου ἐπιστρέφει εἰς τὴν πόλιν. — [278, 1179, 518, 1203]
article-text: —Ἡ πρότασις ἐγένετο δεκτή. Καὶ ἡ Πολιτεία ἐκτίσθη μὲ τὴν συνεισφορὰν ὅλων, ἀλλ' ὁ Πρῶτος ἦτο ὁ νικητής. — [534, 393, 775, 428]
article-text: —Ἔχει τὸ ἐμφανὲς καὶ τὸ πολεμικὸν φως ἀριστουργήματος τοῦ Ἰβὲν ἡ Νόρα. — [278, 943, 518, 967]
article-text: —Ἀναχωροῦσα αὔριον διὰ Λουτράκιον ἡ κ. Μαρία Παπαστρατηγοπούλου. — [790, 744, 1031, 767]
article-text: Ὅτι αἱ ἐξακριβωθεῖσαι ἐλλείψεις καὶ αἱ καταχρήσεις ἐπαληθεύονται ἐκ τῶν βιβλίων εἶναι ἤδη γνωστὸν καὶ ἡ εἰσαγγελία θὰ ἐπιληφθῇ τῆς ὑποθέσεως. — [1046, 352, 1281, 399]
article-text: Τὸ Δικαστήριον ἀπήλλαξε τοὺς κατηγορουμένους λόγῳ ἐλλείψεως ἀποδείξεων. — [1297, 702, 1532, 725]
ad-address: 4—Ὁδὸς Ἀσκληπιοῦ—4 — [76, 1212, 208, 1227]
ad-heading: ΤΟ ΣΥΝΔΙΚΑΤΟΝ — [808, 1135, 1013, 1171]
article-text: —Τὸ ἐγκρίθηκε τῆς Δημοσίας οἰκονομίας τοῦ Σταδίου. — [534, 599, 775, 622]
article-text: —Ἐπειδὴ τῶν ἀνέμων προστάζουσιν τὴν θάλασσαν. — [278, 678, 518, 701]
article-text: Μὲ ἔδειραν πολὺ, κύριε Πρόεδρε, καὶ μοῦ ἐπῆραν καὶ τὰ χρήματα. — [1297, 675, 1532, 698]
article-text: Ἀλλὰ ἐξεῖπαν ἄνθρωποι ὁ Πρωτότυπος κεκέδων καθ' ἑαυτόν: — [534, 326, 775, 350]
article-text: Αἱ ἐγγραφαὶ τῶν μαθητριῶν γίνονται καθ' ἑκάστην ἀπὸ 9—12 π. μ. εἰς τὸ Γραφεῖον τῆς Ἑνώσεως. Ὁ ἐφορος τοῦ Ἀνωτέρου Παρθεναγωγείου. — [534, 1096, 775, 1131]
article-text: Προκηρύσσεται, ὅτι βουλόμενοι ἵνα κατατάξωμεν εἰς τὴν Σχολὴν ὅπως ἀποτελέσῃ τὴν περὶ τούτου αἴτησιν αὐτῶν μέχρι τῆς 15 Αὐγούστου ἐ. ἔ., ἐπισυνάπτοντες θὰ ἀποδείξωσιν ὅτι 1) Πίστιν πολιτικῶν δικαιωμάτων 2) Ἀποδεικτικὸν ὑγείας καὶ ἐντίμου διαγωγῆς, 3) Ἀπολυτήριον σχολείου ἢ Γυμνασίου, 4) Πιστοποιητικὸν τῶν ἁρμοδίων ἀρχῶν περὶ τῆς ἡλικίας αὐτῶν ἀπὸ 18 μέχρι 25 ἐτῶν. — [21, 436, 262, 530]
article-text: —Ὁ κ. Νομάρχης μὲ μεγάλην χαρὰν προσήλθε διὰ τὴν πρόοδον. — [278, 1136, 518, 1159]
article-text: Ποῦ νὰ εἶνε, ἀλλὰ ποῦ ἐκεῖνο ποῦ δὲν ἀναφέρομεν; Πρόκειται δὲ περὶ τοῦ Ἀθηναϊκοῦ Τύπου, ὅστις ἐπιτρέπει νὰ γράφωμεν ὅλα τὰ κατὰ Καλοκαιρὸν. — [534, 809, 775, 855]
article-text: —Αἱ νεωτέρω ἀγγελίαι πληροφορίαι λένε ὅτι τὸ ἐπιτρέψαν στὸ Πειραιᾶ ἀλλὰ μὲ φοβερὰς ἀντιδράσεις. — [534, 697, 775, 732]
ad-text: Ἐφαρμοζόμενον τὸ σύστημά μας ἐσχήκαμεν λαμπρότατα ἀποτελέσματα. — [32, 877, 261, 902]
section-subheading: Προκήρυξις πρὸς κατάταξιν μαθητῶν εἰς τὴν Δασονομικὴν Σχολὴν Βυτίνης. — [29, 407, 254, 432]
article-text: —Ὄχι, εἶπε ὁ δεύτερος, ἐσὺ εἶσαι καλὸς εἶσαι προεστὸς, καλλίτερα νὰ πάρῃ τὸ διπλό μου κέρδος ἐγώ. — [534, 248, 775, 283]
article-text: —Πῶς; Ἐπιτρέπω τὸ ἐγκαίνιον ὁ κ. Συνθέτης; — [544, 626, 753, 638]
section-subheading: ΤΗΣ ΑΠΕΡΓΙΑΣ ΤΩΝ ΝΑΥΤΩΝ ΕΙΣ ΤΗΝ ΜΑΣΣΑΛΙΑΝ — [1058, 531, 1270, 561]
article-text: —Πρὸ παντὸς τὸ στόμα σας. Τὰ ὀδόντα σας. Εἶνε ἡ δύναμις τῆς καλῆς ὑγείας, εἶνε ἡ ὡραιότης σας. Ὁ ὀδοντιατρὸς κ. Κ. ΙΓΓΛΕΣΗΣ θεραπεύει ρίζας ὀδόντων ὁδὸς Κοραῆ 3. — [790, 1034, 1031, 1080]
article-text: ΜΑΡΤΥΣ. Ὁ θεῖος τοῦ Οἰκονόμου ἦλθε καὶ ἐπενέβη μεταξὺ αὐτῶν. — [1297, 787, 1532, 811]
article-text: Εἰς κάποιαν Πολιτείαν κάποτε ἐκατοικοῦσαν 17 ἄνθρωποι καὶ ἐξοδεύσαν καλὰ καὶ ἡμεῖς καλλίτερα. Ἡ μικρὰ Πολιτεία εἶχε δουλεία καὶ Προάστεια, ὅλα δὲν εἶχε Παλάτι. Εἶχαν λοιπὸν οἱ ἄνθρωποι:—Μωρὲ ποῖος θὰ κάνῃ ἕνα παλάτι καὶ δὲν μᾶς ἀρέσει! — [534, 80, 775, 162]
article-text: —Ὄχι. — [544, 540, 573, 551]
article-text: ΚΑΤΗΓΟΡΟΥΜΕΝΟΣ. Ἐγὼ δὲν ἔκαμα τίποτε, κύριε Πρόεδρε. Εἶμαι τίμιος ἄνθρωπος. — [1297, 491, 1532, 514]
article-text: Ἀνακοινοῦμεν εἰς τοὺς ἐνδιαφερομένους ὅτι ἀπὸ 15ης Σεπτεμβρίου 1912 ἀρχίζουν τὰ μαθήματα τοῦ Ἀνωτέρου Παρθεναγωγείου εἰς τὸ νέον κατάστημα ἐπὶ τῆς ὁδοῦ Βουκουρεστίου. — [534, 1044, 775, 1092]
rooster-icon — [534, 82, 579, 130]
article-text: —Σήμερον ἑορτάζει ἡ Ἁγία Εὐφημία· ἑορτάζει ἡ δέσποινα Εὐφημία Κοκκίνου. — [790, 519, 1031, 543]
article-text: Τὴν μάλιστα ἀπὸ ἢ μερικὰς ἀφίχθη εἰς τὸν Πειραιᾶ ἡ ἀνταπόκρισις ὅτι τὰ ἀτμόπλοια τῶν γαλλικῶν ἑταιριῶν δὲν θὰ ἐκτελέσουν τὰ δρομολόγια διὰ τὴν ἑπομένην ἑβδομάδα. — [1046, 756, 1281, 803]
article-text: Αἱ Ἀθῆναι ἀρχίζουν τὴν ζωὴν τῶν θερινῶν θεάτρων καὶ τῶν ἐκδρομῶν εἰς τὰ περίχωρα. — [534, 926, 775, 949]
section-heading: ΑΙ ΧΘΕΣΙΝΑΙ ΔΙΚΑΙ — [1341, 303, 1489, 322]
article-text: Ἀλλ' ἕνας ἀποφάσισαν νὰ κτίσουν τὸ Παλάτι ἀμέσως. Ὁ Πρῶτος καὶ ὁ Πολιτεία, πρέπει νὰ πάρῃ τὸ διπλό μου κέρδος καὶ μάλιστα νὰ τὸ φροντίσω ἐγώ. — [534, 182, 775, 228]
article-text: Τὸ ἑδώλιον κατέχει ὁ Βασίλειος Κατσόρχης κατηγορούμενος ἐπὶ κλοπῇ μιᾶς νεοσσοῦ ἐκ τῆς ἀγορᾶς. — [1297, 370, 1532, 405]
article-text: —Ἐκεῖ τὸ θέαμα τὸ ἀρκετὰ ἐγκωμιασθὲν καὶ τὴν ζωὴν τὴν ἐν τῇ θαλάσσῃ. — [278, 634, 518, 657]
article-text: —Προσφέρωμεν ἡ ἱκανοποίησις ἐπὶ τῆς περιέργου ἔνδειας ταύτης ἰδιοτελεστάτης τῶν Κυρίων. — [278, 395, 518, 418]
ad-text: Ἰδιοκτῆται καὶ ἐνοικιασταὶ θὰ εὕρητε ποικιλίαν σᾶς παρὰ εἰς τὸ Μέγα Πρακτορεῖον — [22, 1109, 261, 1132]
article-text: —Ἀπεφάσισε ὁ κ. Ἀγγελόπουλος νὰ μεταβῇ εἰς τὴν Εὐρώπην πρὸς ἀγορὰν τῶν νέων εἰδῶν. — [790, 625, 1031, 648]
article-text: —Καὶ τοῦτο διότι ἡ ὑπεροχὴ εἶναι καταφανὴς ἐν τῇ ἐκτελέσει τῶν μουσικῶν τεμαχίων. — [278, 461, 518, 484]
article-text: Ἐν τούτοις τὸ Πρακτορεῖον τῶν Μεσογειακῶν Ἀτμοπλοιῶν ἐπληροφόρησεν ὅτι ἡ ἐξυπηρέτησις τῶν ἐπιβατῶν θὰ γίνεται κανονικῶς. — [1046, 808, 1281, 843]
article-headline: Η ΠΑΡΑΓΓΕΛΙΑ ΤΟΥ ΘΩΡΗΚΤΟΥ — [808, 39, 1013, 92]
ad-number: 1,500 — [110, 990, 174, 1026]
article-text: —Τί ἄλλο θὰ δοῦμε; Δὲν ξέρω τί νὰ πῶ! — [544, 736, 724, 747]
section-heading: ΚΑΤΩ ΤΑΣ ΧΕΙΡΑΣ — [582, 1164, 726, 1183]
article-text: Ἀλλ' ἀντὶ ν' ἐντρεπόμεθα τὰ πάθη μας προτιμῶμεν νὰ καταφεύγωμεν εἰς τὸν λαόν. — [278, 1249, 518, 1273]
article-text: Ὁ ἐκ τῶν Συμβούλων τῆς Ἑταιρίας δὲ ἔζητησε νὰ ἐλέγξῃ τὰ βιβλία καὶ ὅλα τὰ ἔγγραφα τῆς λογιστικῆς ὑπηρεσίας τὰ ὁποῖα ἀπεστάλησαν εἰς τὸ Ἐξωτερικόν. — [1046, 301, 1281, 348]
section-heading: ΕΥΧΑΡΙΣΤΗΡΙΟΝ — [331, 1315, 465, 1335]
article-text: —Τὰ Χαυτεῖα μετὰ τὸ μεσονύκτιον παντοῦ ἠχοῦν ἀπὸ τὰ κελαηδίσματα τῶν γραμμοφώνων. — [278, 222, 518, 257]
article-text: —Ἡ ἐπιτροπὴ γιὰ τὰ θεατρικὰ ἔργα ἐνέκρινε νὰ παιχθοῦν μερικά. — [534, 555, 775, 579]
article-text: Ὁμοίως τὸ πρακτορεῖον ἀνέφερεν ὅτι ἡ ἀπεργία θὰ ἔχῃ ὡς ἀποτέλεσμα τὴν ἀναβολὴν τῶν ἀναχωρήσεων. — [1046, 905, 1281, 940]
section-heading: ΤΑ ΝΕΩΤΕΡΑ — [1083, 491, 1243, 527]
article-text: Ὁ κ. Γ. Ἀλιμπιτοσπάλας συνηγορεῖ ὑπὲρ τοῦ κατηγορουμένου. — [1297, 814, 1532, 838]
article-text: —Τὸ στρατιωτικὸν τῶν Μελῶν Σκέψεως εἰς τὸ Μαρούσι ἐπεσκέφθη χθὲς τὴν πρωίαν. — [278, 1081, 518, 1105]
column-1 — [21, 31, 262, 2163]
ad-heading: ΓΕΝΙΚΩΝ ΥΠΗΡΕΣΙΩΝ — [67, 1136, 216, 1211]
article-text: —Θερινὰ κασμίρια εἰς πλουσιωτάτην συλλογὴν ΣΤΟΥ ΛΑΜΠΡΟΠΟΥΛΟΥ. — [790, 771, 1031, 794]
section-banner: ΕΙΔΗΣΕΙΣ ΤΗΣ ΗΜΕΡΑΣ — [1046, 42, 1690, 125]
section-heading: ΤΙΜΩΡΙΑ ΑΞΙΩΜΑΤΙΚΩΝ — [1103, 954, 1224, 966]
article-text: Τὸ κατ' ἐμὲ ἀρχίζω νὰ ἐννοῶ τὸ σχῆμα τῆς ἀγανακτήσεως τῶν ἀνθρώπων τῆς θαλάσσης καὶ νὰ μὴ εὑρίσκω ὑπερβολικὸν τὸ δίκαιον τῶν παραπόνων των. Ἡ πολιτεία κατὰ τὸ Σύνταγμα τοῦ Ἔθνους καὶ διὰ τῆς πολιτείας, Ἡ πολιτεία κατὰ τὸ Ἔθνος! — [21, 243, 262, 301]
article-text: —Καὶ ἐκεῖ καλῶς καὶ τοῦ ἐδόθη τὸ ἀνάλογον. — [287, 1234, 496, 1245]
article-text: —Τὰ ἄλλα πρὸς περιπλάνησιν ἐπέρασαν. — [287, 720, 475, 732]
section-subheading: ΕΙΣ ΤΗΝ ΕΤΑΙΡΙΑΝ ΤΟΥ «ΑΕΡΙΟΦΩΤΟΣ» — [1062, 183, 1265, 195]
ad-heading: ΠΟΥ ΑΛΛΟΥ — [68, 1049, 215, 1085]
article-text: Τὸ Ναυτικόν μας δὲν ζητεῖ θαύματα ἀλλὰ μόνον τὴν προσοχὴν τῆς Κυβερνήσεως καὶ τὴν πρόνοιαν ὅπως ἀποκτήσῃ τὰ μέσα τῆς ὑπάρξεως του. — [790, 429, 1031, 464]
article-text: Εὐθέως εἶπεν: —Ἐγὼ μόνον τὸ δικαίωμα ἐπιτρέπω νὰ ὁμιλῇ. Ἀλλ' ἐπὶ τοῦ ἔργου τοῦ κ. Μαρίνου δὲν ἐπιτρέπω εἰς ἄλλους. — [534, 859, 775, 894]
ad-text: Εἰς τὸ ἐπὶ τῆς πλατείας Συντάγματος τμῆμα Χαχαμοπαῖα στοῦ «Ἀσλάν» — [21, 1426, 262, 1449]
ad-heading: ΤΟ ΣΥΝΔΙΚΑΤΟΝ — [39, 773, 245, 809]
article-text: Ἡ ἀπάντησις ἠκούσθη ἀπὸ ὅλους τοὺς παριστάμενους καὶ οἱ ἀντίπαλοι ἐξεπλάγησαν. — [534, 898, 775, 922]
article-signature: Β. Α. ΣΙΜΩΠΟΥΛΟΣ — [606, 1138, 703, 1149]
article-text: —Ὁ κ. Γεώργιος Α. Παπαδόπουλος ἰατρὸς τοῦ Πολιτικοῦ Νοσοκομείου δέχεται εἰς τὸ οἶκον του ἀπὸ 3—7 μ. μ. — [790, 704, 1031, 739]
